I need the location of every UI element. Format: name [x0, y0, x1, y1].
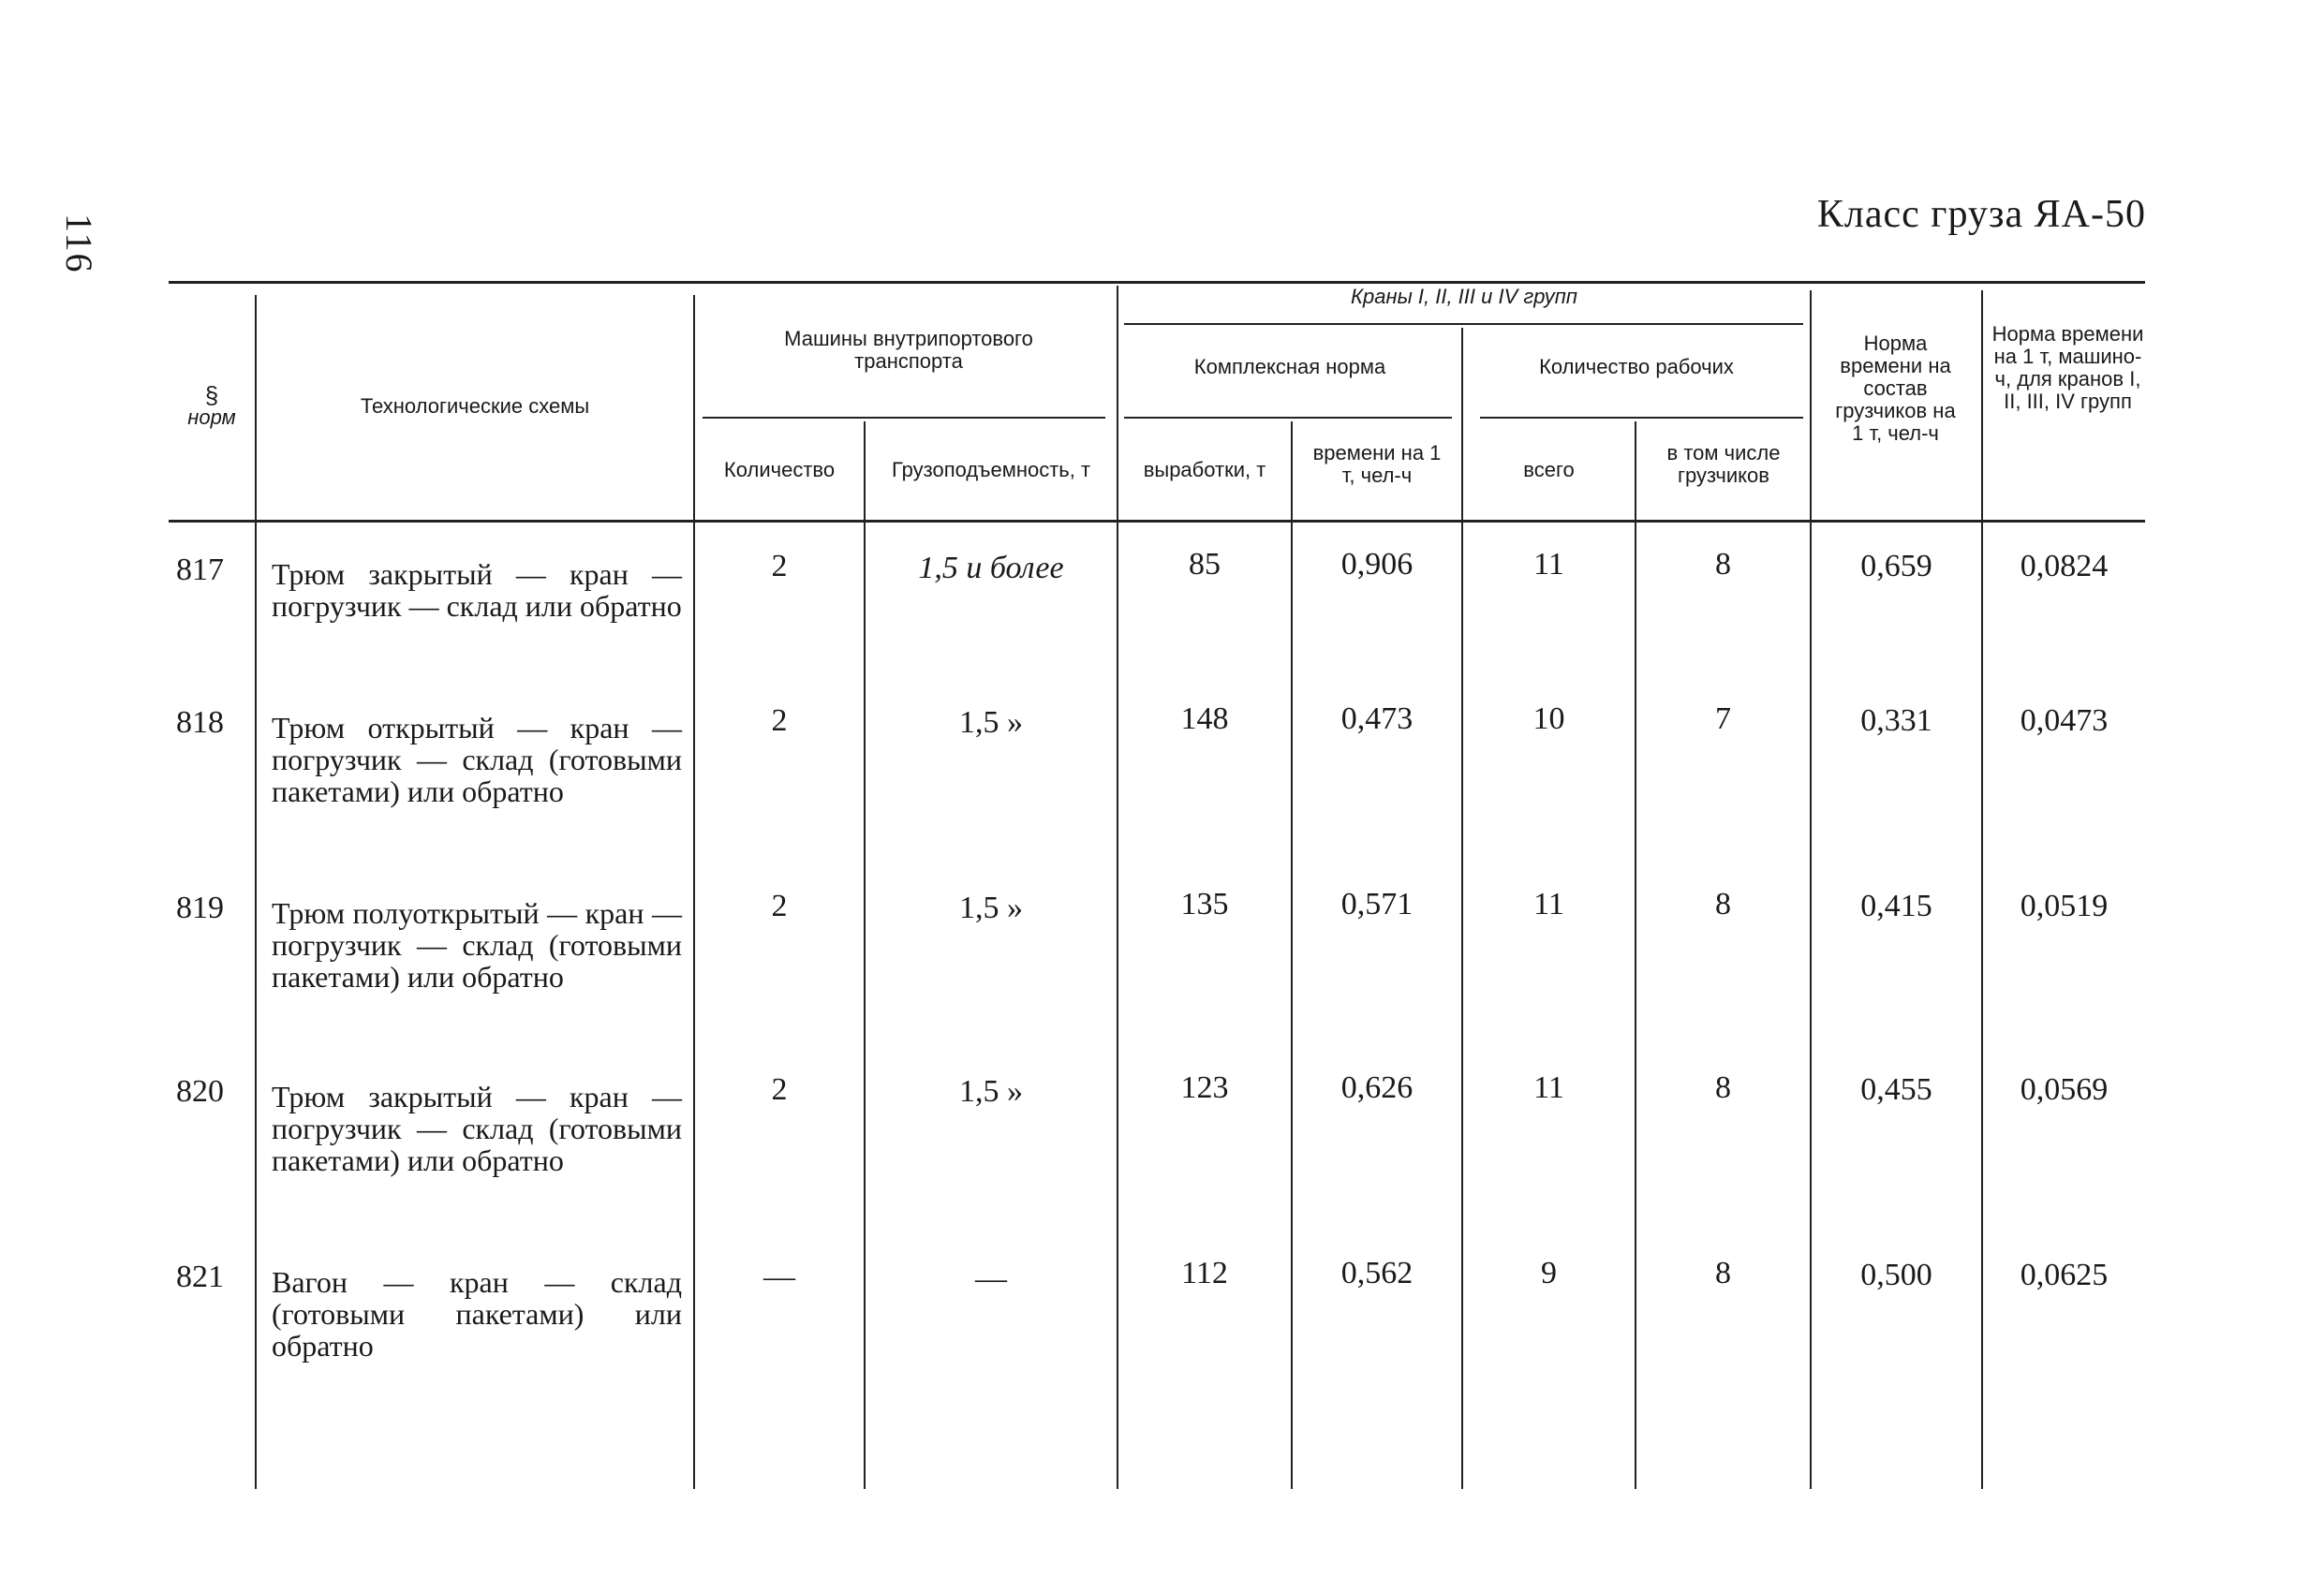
header-para-symbol: §: [204, 381, 219, 409]
cargo-class-title: Класс груза ЯА-50: [1816, 193, 2146, 236]
header-cranes: Краны I, II, III и IV групп: [1351, 285, 1577, 308]
header-norm-loaders: Норма времени на состав грузчиков на 1 т, чел-ч: [1835, 332, 1956, 445]
row-time-per-t: 0,473: [1340, 701, 1414, 736]
row-scheme: Трюм открытый — кран — погрузчик — склад (готовыми пакетами) или обратно: [272, 711, 682, 808]
row-output: 85: [1189, 547, 1221, 582]
row-machines-qty: 2: [771, 1072, 788, 1107]
row-number: 819: [176, 891, 224, 925]
row-capacity: 1,5 »: [959, 705, 1023, 740]
workers-rule: [1480, 417, 1803, 419]
header-complex-norm: Комплексная норма: [1193, 355, 1386, 378]
row-norm-machine: 0,0473: [2020, 703, 2109, 738]
row-workers-total: 10: [1532, 701, 1565, 736]
header-machines-qty: Количество: [723, 458, 836, 481]
row-workers-total: 11: [1533, 547, 1564, 582]
row-scheme: Вагон — кран — склад (готовыми пакетами) или обратно: [272, 1265, 682, 1363]
row-norm-machine: 0,0824: [2020, 549, 2109, 583]
row-norm-loaders: 0,455: [1860, 1072, 1932, 1107]
table-top-rule: [169, 281, 2145, 284]
row-output: 123: [1180, 1070, 1229, 1105]
row-workers-loaders: 8: [1715, 887, 1731, 921]
header-norm-machine: Норма времени на 1 т, машино-ч, для кранов I, II, III, IV групп: [1991, 322, 2144, 413]
row-capacity: 1,5 и более: [918, 551, 1064, 585]
row-norm-loaders: 0,331: [1860, 703, 1932, 738]
row-machines-qty: —: [763, 1260, 795, 1294]
row-machines-qty: 2: [771, 889, 788, 923]
header-machines-capacity: Грузоподъемность, т: [891, 458, 1091, 481]
col-divider: [255, 295, 257, 1489]
header-schemes: Технологические схемы: [360, 394, 590, 418]
header-workers: Количество рабочих: [1539, 355, 1734, 378]
row-capacity: 1,5 »: [959, 1074, 1023, 1109]
row-time-per-t: 0,906: [1340, 547, 1414, 582]
row-norm-machine: 0,0625: [2020, 1258, 2109, 1292]
row-workers-total: 11: [1533, 1070, 1564, 1105]
header-output: выработки, т: [1143, 458, 1266, 481]
row-scheme: Трюм закрытый — кран — погрузчик — склад (готовыми пакетами) или обратно: [272, 1080, 682, 1177]
row-workers-total: 9: [1541, 1256, 1557, 1290]
row-workers-loaders: 8: [1715, 1070, 1731, 1105]
row-output: 148: [1180, 701, 1229, 736]
row-scheme: Трюм закрытый — кран — погрузчик — склад или обратно: [272, 557, 682, 623]
row-output: 112: [1181, 1256, 1228, 1290]
row-norm-loaders: 0,500: [1860, 1258, 1932, 1292]
row-machines-qty: 2: [771, 549, 788, 583]
row-capacity: 1,5 »: [959, 891, 1023, 925]
row-time-per-t: 0,562: [1340, 1256, 1414, 1290]
header-workers-total: всего: [1523, 458, 1575, 481]
header-para: [169, 381, 255, 429]
row-output: 135: [1180, 887, 1229, 921]
row-workers-loaders: 8: [1715, 1256, 1731, 1290]
cranes-header-rule: [1124, 323, 1803, 325]
row-norm-loaders: 0,415: [1860, 889, 1932, 923]
row-norm-machine: 0,0519: [2020, 889, 2109, 923]
row-machines-qty: 2: [771, 703, 788, 738]
row-number: 821: [176, 1260, 224, 1294]
row-number: 818: [176, 705, 224, 740]
header-workers-loaders: в том числе грузчиков: [1666, 441, 1781, 487]
row-scheme: Трюм полуоткрытый — кран — погрузчик — склад (готовыми пакетами) или обратно: [272, 896, 682, 994]
row-workers-loaders: 7: [1715, 701, 1731, 736]
row-workers-loaders: 8: [1715, 547, 1731, 582]
header-time-per-t: времени на 1 т, чел-ч: [1312, 441, 1442, 487]
row-number: 820: [176, 1074, 224, 1109]
page-number: 116: [58, 214, 100, 274]
row-time-per-t: 0,571: [1340, 887, 1414, 921]
header-machines: Машины внутрипортового транспорта: [784, 327, 1033, 373]
header-para-sub: норм: [187, 405, 236, 429]
row-time-per-t: 0,626: [1340, 1070, 1414, 1105]
row-workers-total: 11: [1533, 887, 1564, 921]
row-number: 817: [176, 553, 224, 587]
complex-norm-rule: [1124, 417, 1452, 419]
row-capacity: —: [975, 1261, 1007, 1296]
header-bottom-rule: [169, 520, 2145, 523]
row-norm-machine: 0,0569: [2020, 1072, 2109, 1107]
row-norm-loaders: 0,659: [1860, 549, 1932, 583]
machines-header-rule: [703, 417, 1105, 419]
